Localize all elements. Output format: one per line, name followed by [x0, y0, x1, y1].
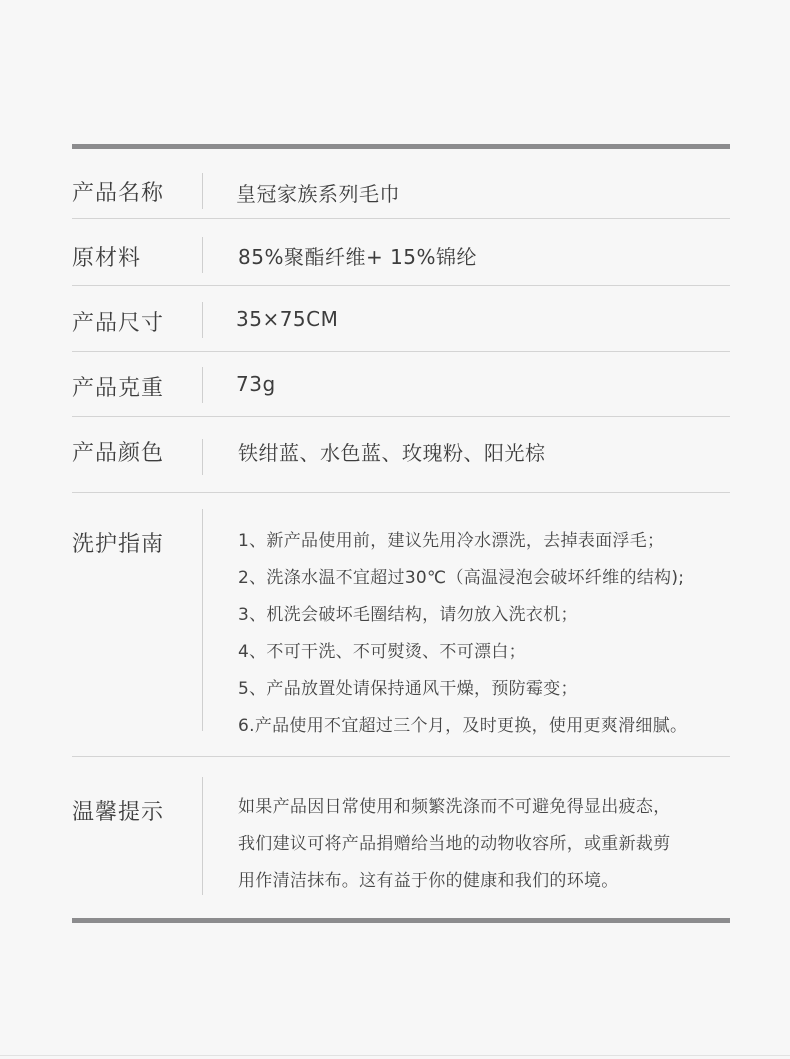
spec-label: 原材料: [72, 246, 142, 271]
care-instructions: [238, 523, 687, 745]
spec-label: 产品尺寸: [72, 311, 165, 336]
care-line: 1、新产品使用前，建议先用冷水漂洗，去掉表面浮毛；: [238, 531, 665, 551]
column-divider: [202, 439, 203, 475]
spec-label: 产品颜色: [72, 441, 165, 466]
spec-value: 皇冠家族系列毛巾: [236, 182, 400, 206]
spec-value: 铁绀蓝、水色蓝、玫瑰粉、阳光棕: [238, 441, 546, 465]
care-line: 2、洗涤水温不宜超过30℃（高温浸泡会破坏纤维的结构);: [238, 568, 685, 588]
spec-row-tips: [72, 757, 730, 918]
spec-label: 产品克重: [72, 376, 165, 401]
spec-label: 洗护指南: [72, 532, 165, 557]
bottom-bar: [72, 918, 730, 923]
product-spec-table: [72, 144, 730, 923]
column-divider: [202, 173, 203, 209]
care-line: 6.产品使用不宜超过三个月，及时更换，使用更爽滑细腻。: [238, 716, 688, 736]
column-divider: [202, 237, 203, 273]
spec-label: 温馨提示: [72, 800, 165, 825]
page-bottom-rule: [0, 1055, 790, 1056]
column-divider: [202, 777, 203, 895]
care-line: 5、产品放置处请保持通风干燥，预防霉变；: [238, 679, 578, 699]
tips-line: 用作清洁抹布。这有益于你的健康和我们的环境。: [238, 871, 619, 891]
column-divider: [202, 509, 203, 731]
spec-label: 产品名称: [72, 181, 165, 206]
spec-row-material: [72, 219, 730, 286]
tips-line: 如果产品因日常使用和频繁洗涤而不可避免得显出疲态，: [238, 797, 671, 817]
spec-row-name: [72, 149, 730, 219]
spec-value: 73g: [236, 372, 276, 396]
spec-row-weight: [72, 352, 730, 417]
tips-text: [238, 789, 671, 900]
care-line: 3、机洗会破坏毛圈结构，请勿放入洗衣机；: [238, 605, 578, 625]
spec-value: 35×75CM: [236, 307, 339, 331]
spec-value: 85%聚酯纤维+ 15%锦纶: [238, 245, 478, 269]
spec-row-color: [72, 417, 730, 493]
care-line: 4、不可干洗、不可熨烫、不可漂白；: [238, 642, 526, 662]
tips-line: 我们建议可将产品捐赠给当地的动物收容所，或重新裁剪: [238, 834, 671, 854]
column-divider: [202, 302, 203, 338]
column-divider: [202, 367, 203, 403]
spec-row-size: [72, 286, 730, 352]
spec-row-care: [72, 493, 730, 757]
